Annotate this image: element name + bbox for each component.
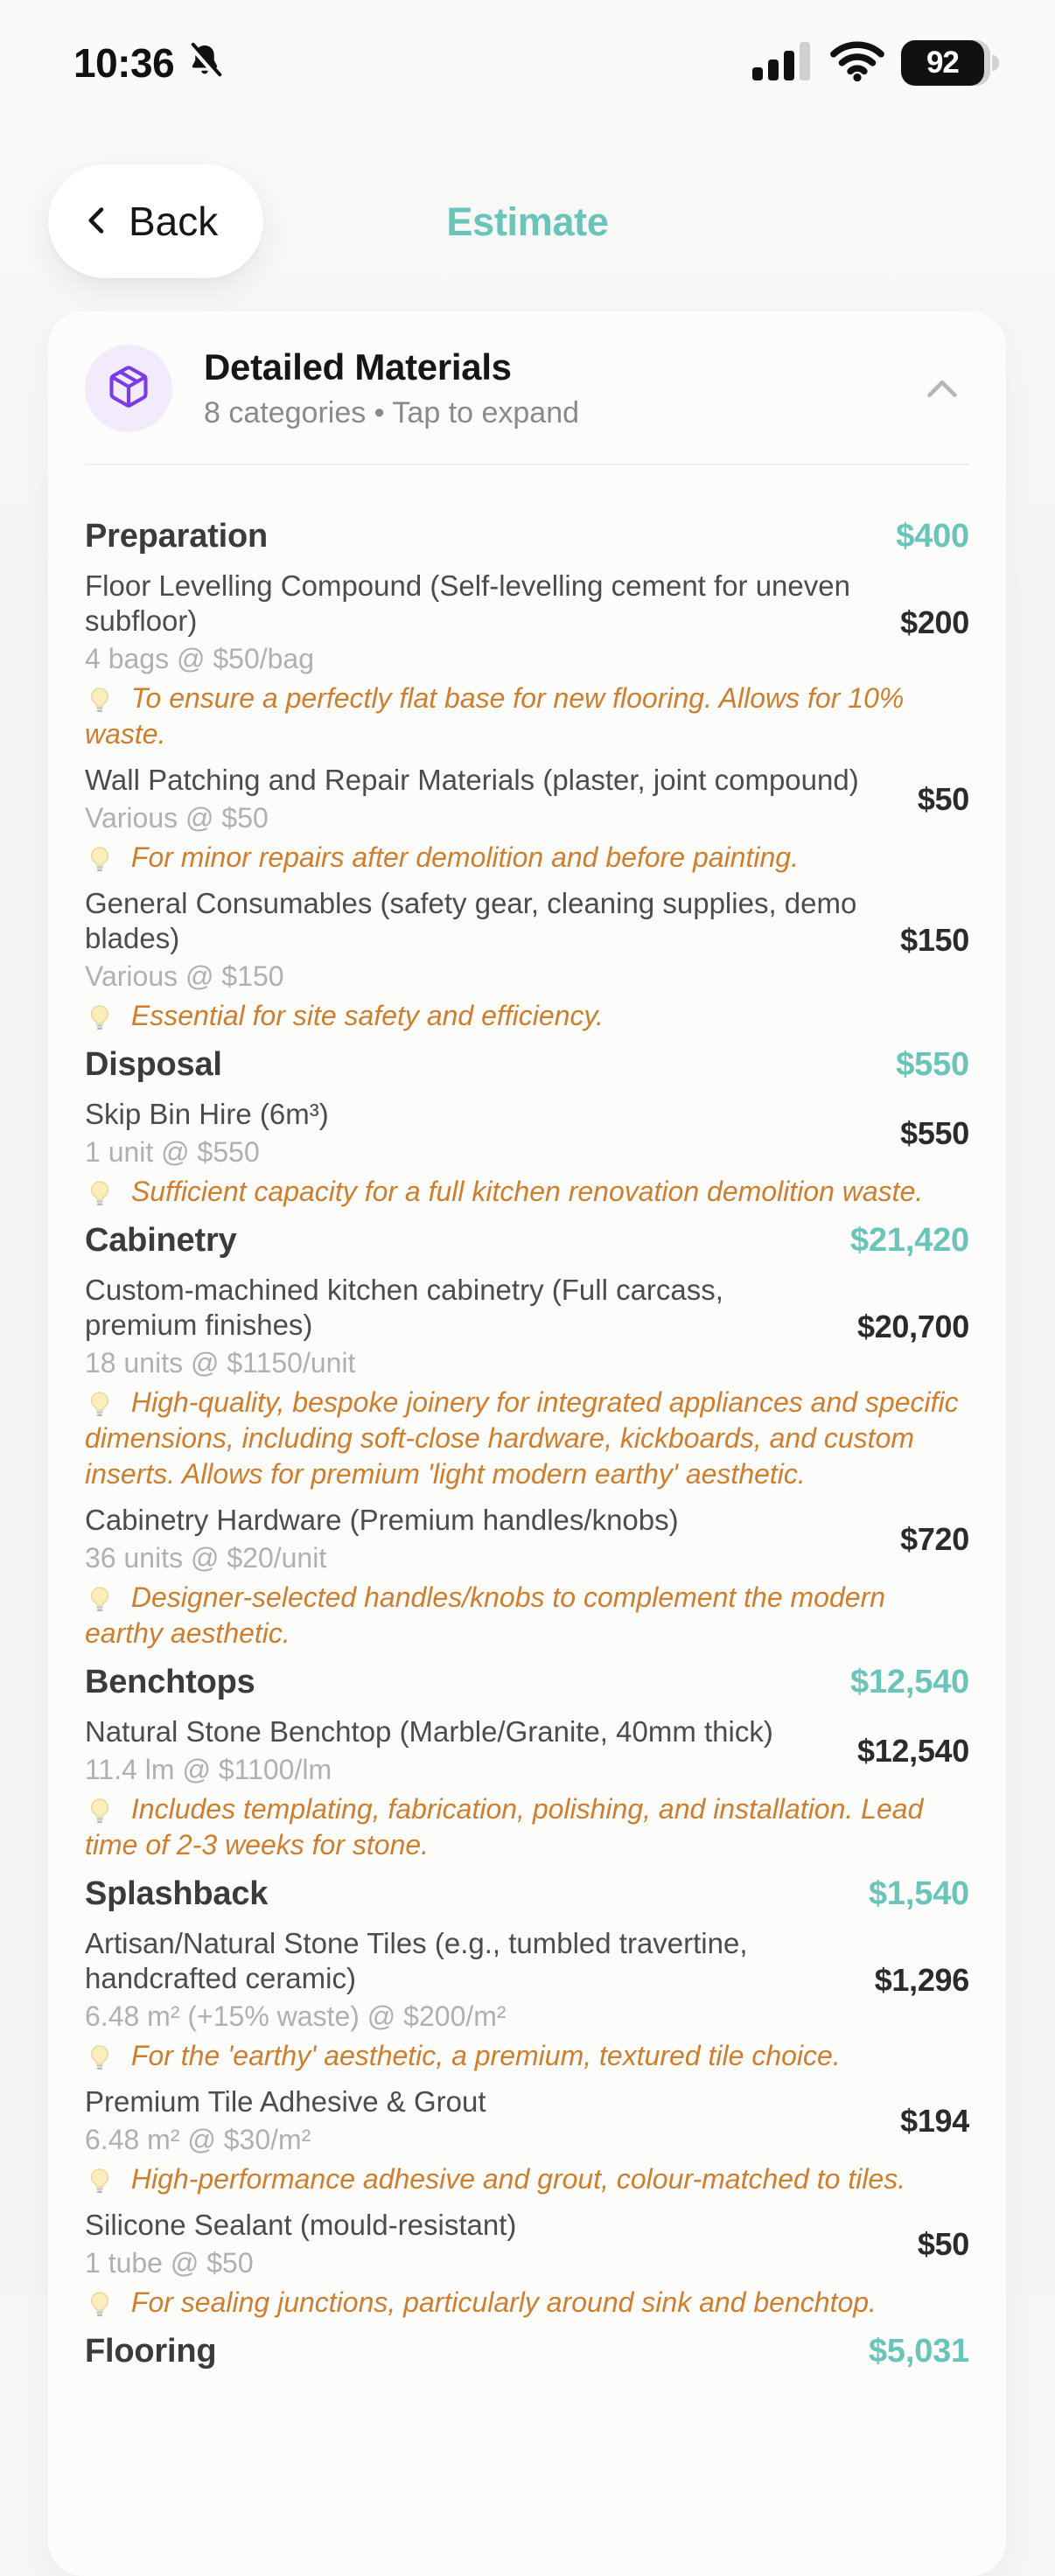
lightbulb-icon xyxy=(85,844,115,874)
category-section xyxy=(85,2331,969,2371)
item-price: $150 xyxy=(900,921,969,958)
battery-nub xyxy=(992,55,999,71)
item-quantity: 1 tube @ $50 xyxy=(85,2247,254,2279)
lightbulb-icon xyxy=(85,1796,115,1826)
item-quantity: 11.4 lm @ $1100/lm xyxy=(85,1754,332,1785)
item-quantity: 36 units @ $20/unit xyxy=(85,1542,327,1574)
item-text xyxy=(85,2208,895,2280)
category-header-row xyxy=(85,1220,969,1260)
item-price: $1,296 xyxy=(874,1961,969,1998)
item-text xyxy=(85,1097,877,1169)
material-item xyxy=(85,763,969,876)
item-note xyxy=(85,840,969,876)
item-quantity: 1 unit @ $550 xyxy=(85,1136,260,1168)
item-quantity: 18 units @ $1150/unit xyxy=(85,1347,356,1379)
category-items xyxy=(85,1273,969,1651)
item-note-text: For sealing junctions, particularly around sink and benchtop. xyxy=(123,2286,877,2318)
material-item xyxy=(85,1273,969,1492)
lightbulb-icon xyxy=(85,1002,115,1032)
item-title: Premium Tile Adhesive & Grout xyxy=(85,2085,486,2118)
item-row xyxy=(85,2084,969,2157)
category-total: $1,540 xyxy=(868,1875,969,1912)
item-note xyxy=(85,2285,969,2321)
category-name: Flooring xyxy=(85,2333,217,2370)
item-note-text: Designer-selected handles/knobs to complement the modern earthy aesthetic. xyxy=(85,1581,886,1649)
category-name: Benchtops xyxy=(85,1664,255,1700)
item-note-text: High-quality, bespoke joinery for integrated appliances and specific dimensions, including soft-close hardware, kickboards, and custom inserts. Allows for premium 'light modern earthy' aesthetic. xyxy=(85,1386,959,1490)
chevron-left-icon xyxy=(80,200,115,243)
item-title: Skip Bin Hire (6m³) xyxy=(85,1098,329,1130)
lightbulb-icon xyxy=(85,2289,115,2319)
lightbulb-icon xyxy=(85,2042,115,2072)
item-price: $50 xyxy=(917,2225,969,2262)
detailed-materials-card xyxy=(48,311,1006,2576)
lightbulb-icon xyxy=(85,1178,115,1208)
item-title: Natural Stone Benchtop (Marble/Granite, 40mm thick) xyxy=(85,1715,773,1748)
item-title: General Consumables (safety gear, cleaning supplies, demo blades) xyxy=(85,887,857,954)
material-item xyxy=(85,1503,969,1651)
item-text xyxy=(85,886,877,994)
item-quantity: 6.48 m² (+15% waste) @ $200/m² xyxy=(85,2000,507,2032)
item-text xyxy=(85,763,895,835)
item-note-text: High-performance adhesive and grout, colour-matched to tiles. xyxy=(123,2163,906,2195)
category-name: Preparation xyxy=(85,518,268,555)
item-price: $194 xyxy=(900,2102,969,2139)
status-bar xyxy=(0,0,1055,96)
status-time: 10:36 xyxy=(73,40,175,86)
status-right xyxy=(752,40,999,87)
lightbulb-icon xyxy=(85,1584,115,1614)
item-row xyxy=(85,1273,969,1380)
category-section xyxy=(85,1220,969,1651)
item-row xyxy=(85,763,969,835)
lightbulb-icon xyxy=(85,2166,115,2196)
battery-icon xyxy=(901,40,999,86)
item-row xyxy=(85,2208,969,2280)
category-total: $21,420 xyxy=(850,1222,969,1259)
item-price: $720 xyxy=(900,1520,969,1557)
item-title: Artisan/Natural Stone Tiles (e.g., tumbled travertine, handcrafted ceramic) xyxy=(85,1927,748,1994)
back-button[interactable] xyxy=(48,164,263,278)
item-note xyxy=(85,998,969,1034)
category-items xyxy=(85,1926,969,2321)
status-left xyxy=(73,39,225,87)
category-list xyxy=(48,465,1006,2371)
item-price: $550 xyxy=(900,1114,969,1151)
item-row xyxy=(85,1714,969,1787)
category-header-row xyxy=(85,1662,969,1702)
item-row xyxy=(85,569,969,676)
item-note-text: To ensure a perfectly flat base for new flooring. Allows for 10% waste. xyxy=(85,682,905,750)
lightbulb-icon xyxy=(85,1389,115,1419)
category-name: Splashback xyxy=(85,1875,269,1912)
material-item xyxy=(85,886,969,1034)
item-note xyxy=(85,2038,969,2074)
item-note-text: For the 'earthy' aesthetic, a premium, textured tile choice. xyxy=(123,2040,841,2071)
item-title: Custom-machined kitchen cabinetry (Full carcass, premium finishes) xyxy=(85,1274,723,1341)
category-header-row xyxy=(85,1044,969,1085)
material-item xyxy=(85,1714,969,1863)
lightbulb-icon xyxy=(85,685,115,715)
material-item xyxy=(85,2084,969,2197)
back-label: Back xyxy=(129,199,219,244)
item-row xyxy=(85,1926,969,2034)
item-note xyxy=(85,1385,969,1492)
item-text xyxy=(85,1273,835,1380)
item-row xyxy=(85,1503,969,1575)
category-items xyxy=(85,569,969,1034)
category-total: $12,540 xyxy=(850,1664,969,1700)
battery-percent: 92 xyxy=(926,45,959,80)
nav-header xyxy=(0,164,1055,280)
category-name: Cabinetry xyxy=(85,1222,237,1259)
package-icon xyxy=(106,364,151,414)
item-price: $12,540 xyxy=(856,1732,969,1769)
item-row xyxy=(85,1097,969,1169)
category-header-row xyxy=(85,516,969,556)
item-note xyxy=(85,1174,969,1210)
category-total: $400 xyxy=(896,518,969,555)
item-quantity: 6.48 m² @ $30/m² xyxy=(85,2124,311,2155)
category-header-row xyxy=(85,1874,969,1914)
item-row xyxy=(85,886,969,994)
item-note xyxy=(85,2161,969,2197)
item-price: $50 xyxy=(917,780,969,817)
category-items xyxy=(85,1714,969,1863)
card-subtitle: 8 categories • Tap to expand xyxy=(204,396,580,429)
item-text xyxy=(85,569,877,676)
item-note xyxy=(85,1580,969,1651)
item-note-text: Sufficient capacity for a full kitchen renovation demolition waste. xyxy=(123,1176,924,1207)
item-title: Floor Levelling Compound (Self-levelling cement for uneven subfloor) xyxy=(85,569,850,637)
category-total: $550 xyxy=(896,1046,969,1083)
wifi-icon xyxy=(829,40,885,87)
item-quantity: 4 bags @ $50/bag xyxy=(85,643,315,674)
category-name: Disposal xyxy=(85,1046,222,1083)
category-section xyxy=(85,1044,969,1210)
item-note xyxy=(85,1791,969,1863)
material-item xyxy=(85,569,969,752)
package-icon-badge xyxy=(85,345,172,432)
card-title: Detailed Materials xyxy=(204,346,512,387)
item-text xyxy=(85,1714,835,1787)
item-quantity: Various @ $50 xyxy=(85,802,269,834)
item-note-text: Includes templating, fabrication, polishing, and installation. Lead time of 2-3 weeks for stone. xyxy=(85,1793,924,1860)
item-text xyxy=(85,2084,877,2157)
chevron-up-icon[interactable] xyxy=(917,367,968,411)
item-quantity: Various @ $150 xyxy=(85,960,284,992)
card-header-text xyxy=(204,346,885,430)
bell-slash-icon xyxy=(185,41,225,86)
item-text xyxy=(85,1503,877,1575)
page-title: Estimate xyxy=(446,199,609,244)
item-price: $20,700 xyxy=(856,1308,969,1344)
item-title: Wall Patching and Repair Materials (plaster, joint compound) xyxy=(85,764,859,796)
item-note-text: For minor repairs after demolition and before painting. xyxy=(123,841,799,873)
category-section xyxy=(85,1662,969,1863)
card-header[interactable] xyxy=(48,311,1006,464)
item-title: Silicone Sealant (mould-resistant) xyxy=(85,2209,517,2241)
category-header-row xyxy=(85,2331,969,2371)
cellular-signal-icon xyxy=(752,40,814,87)
material-item xyxy=(85,1926,969,2074)
item-text xyxy=(85,1926,852,2034)
item-price: $200 xyxy=(900,604,969,640)
category-section xyxy=(85,516,969,1034)
material-item xyxy=(85,2208,969,2321)
category-items xyxy=(85,1097,969,1210)
item-note-text: Essential for site safety and efficiency. xyxy=(123,1000,604,1031)
item-note xyxy=(85,681,969,752)
category-total: $5,031 xyxy=(868,2333,969,2370)
material-item xyxy=(85,1097,969,1210)
item-title: Cabinetry Hardware (Premium handles/knobs) xyxy=(85,1504,679,1536)
category-section xyxy=(85,1874,969,2321)
